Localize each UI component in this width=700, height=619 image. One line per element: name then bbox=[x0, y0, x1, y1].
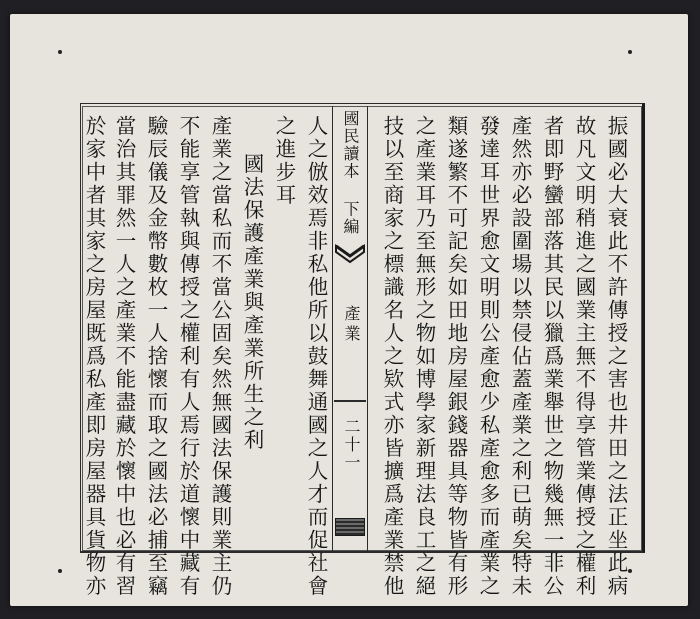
fish-tail-mark-icon bbox=[335, 244, 365, 266]
book-title: 國民讀本 下編 bbox=[341, 110, 360, 236]
section-heading: 國法保護產業與產業所生之利 bbox=[240, 153, 264, 452]
text-column: 之產業耳乃至無形之物如博學家新理法良工之絕 bbox=[412, 115, 436, 598]
text-column: 故凡文明稍進之國業主無不得享管業傳授之權利 bbox=[572, 115, 596, 598]
page-number: 二十一 bbox=[342, 418, 361, 472]
text-column: 發達耳世界愈文明則公產愈少私產愈多而產業之 bbox=[476, 115, 500, 598]
margin-dot bbox=[628, 569, 632, 573]
section-title: 產業 bbox=[342, 305, 361, 345]
margin-dot bbox=[58, 569, 62, 573]
text-column: 振國必大衰此不許傳授之害也井田之法正坐此病 bbox=[604, 115, 628, 598]
fold-rule bbox=[334, 400, 366, 402]
text-column: 當治其罪然一人之產業不能盡藏於懷中也必有習 bbox=[112, 115, 136, 598]
margin-dot bbox=[628, 50, 632, 54]
text-column: 產業之當私而不當公固矣然無國法保護則業主仍 bbox=[208, 115, 232, 598]
text-column: 技以至商家之標識名人之欵式亦皆擴爲產業禁他 bbox=[380, 115, 404, 598]
text-column: 之進步耳 bbox=[272, 115, 296, 207]
text-column: 者即野蠻部落其民以獵爲業舉世之物幾無一非公 bbox=[540, 115, 564, 598]
text-column: 不能享管執與傳授之權利有人焉行於道懷中藏有 bbox=[176, 115, 200, 598]
text-column: 類遂繁不可記矣如田地房屋銀錢器具等物皆有形 bbox=[444, 115, 468, 598]
text-column: 人之倣效焉非私他所以鼓舞通國之人才而促社會 bbox=[304, 115, 328, 598]
text-column: 產然亦必設圍場以禁侵佔蓋產業之利已萌矣特未 bbox=[508, 115, 532, 598]
margin-dot bbox=[58, 50, 62, 54]
text-column: 驗辰儀及金幣數枚一人捨懷而取之國法必捕至竊 bbox=[144, 115, 168, 598]
text-column: 於家中者其家之房屋既爲私產即房屋器具貨物亦 bbox=[82, 115, 106, 598]
seal-block-icon bbox=[335, 518, 365, 536]
